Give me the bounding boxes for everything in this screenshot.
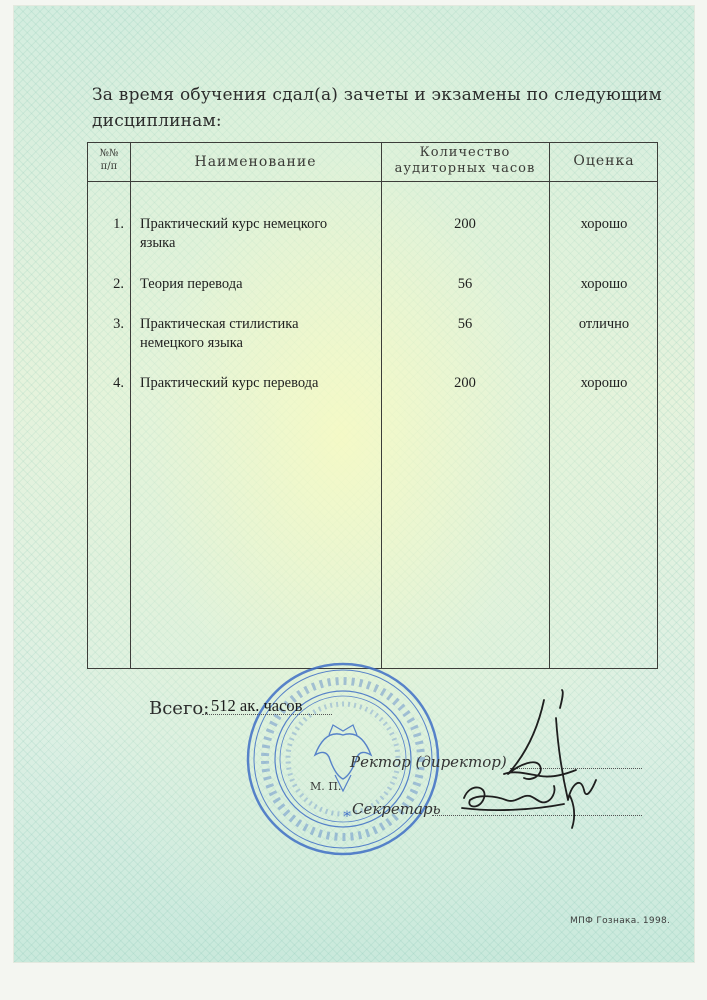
row-hours: 56 <box>457 316 473 332</box>
column-divider <box>130 143 131 668</box>
printer-imprint: МПФ Гознака. 1998. <box>570 916 671 926</box>
row-hours: 200 <box>454 375 476 391</box>
total-value: 512 ак. часов <box>211 696 303 715</box>
stamp-place-label: М. П. <box>310 780 342 793</box>
row-grade: отлично <box>578 316 630 332</box>
handwritten-signatures <box>444 678 624 843</box>
row-number: 1. <box>113 216 124 232</box>
row-number: 2. <box>113 276 124 292</box>
row-hours: 200 <box>454 216 476 232</box>
header-grade: Оценка <box>573 153 635 169</box>
svg-text:*: * <box>343 809 351 825</box>
row-subject: Практический курс перевода <box>140 375 319 391</box>
row-subject: Практическая стилистика немецкого языка <box>140 316 299 351</box>
secretary-label: Секретарь <box>352 800 441 818</box>
header-number: №№ п/п <box>99 148 119 172</box>
header-name: Наименование <box>194 154 317 170</box>
row-subject: Практический курс немецкого языка <box>140 216 328 251</box>
rector-label: Ректор (директор) <box>350 753 507 771</box>
total-label: Всего: <box>149 698 210 719</box>
heading-text: За время обучения сдал(а) зачеты и экзамены по следующим дисциплинам: <box>92 85 662 131</box>
row-subject: Теория перевода <box>140 276 243 292</box>
row-number: 4. <box>113 375 124 391</box>
header-hours: Количество аудиторных часов <box>394 145 536 176</box>
row-grade: хорошо <box>580 216 628 232</box>
header-divider <box>88 181 657 182</box>
row-grade: хорошо <box>580 276 628 292</box>
document-sheet <box>14 6 694 962</box>
grades-table <box>87 142 658 669</box>
row-grade: хорошо <box>580 375 628 391</box>
row-hours: 56 <box>457 276 473 292</box>
row-number: 3. <box>113 316 124 332</box>
